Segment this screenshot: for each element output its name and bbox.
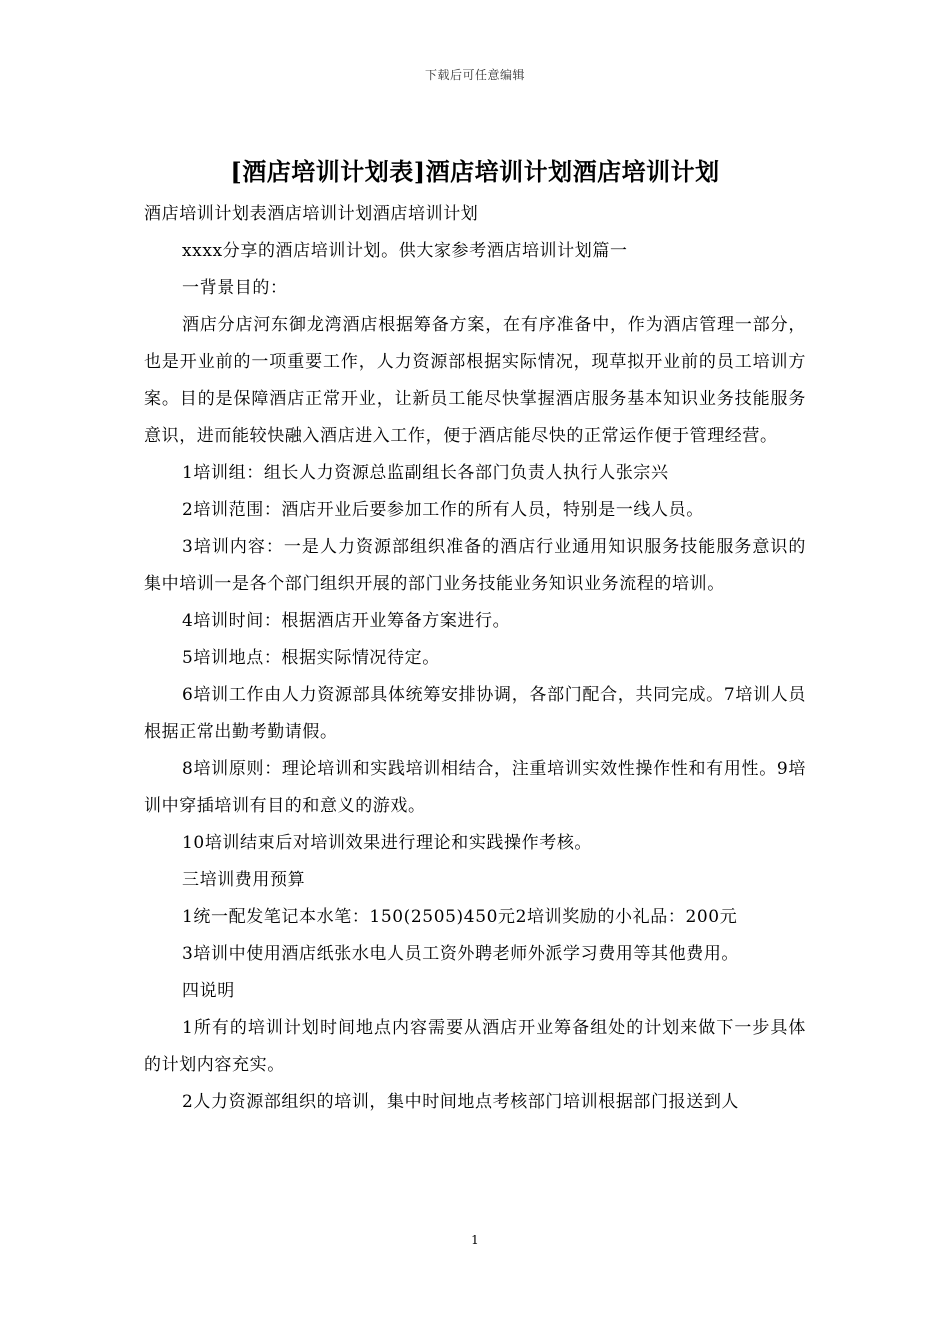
section-heading: 三培训费用预算 <box>182 870 306 890</box>
list-item: 1所有的培训计划时间地点内容需要从酒店开业筹备组处的计划来做下一步具体的计划内容充实。 <box>144 1018 806 1075</box>
document-body <box>144 196 806 1121</box>
list-item: 10培训结束后对培训效果进行理论和实践操作考核。 <box>182 833 593 853</box>
list-item: 3培训中使用酒店纸张水电人员工资外聘老师外派学习费用等其他费用。 <box>182 944 740 964</box>
paragraph: 酒店分店河东御龙湾酒店根据筹备方案，在有序准备中，作为酒店管理一部分，也是开业前的一项重要工作，人力资源部根据实际情况，现草拟开业前的员工培训方案。目的是保障酒店正常开业，让新员工能尽快掌握酒店服务基本知识业务技能服务意识，进而能较快融入酒店进入工作，便于酒店能尽快的正常运作便于管理经营。 <box>144 315 806 446</box>
list-item: 3培训内容：一是人力资源部组织准备的酒店行业通用知识服务技能服务意识的集中培训一是各个部门组织开展的部门业务技能业务知识业务流程的培训。 <box>144 537 806 594</box>
list-item: 2人力资源部组织的培训，集中时间地点考核部门培训根据部门报送到人 <box>182 1092 740 1112</box>
paragraph: 酒店培训计划表酒店培训计划酒店培训计划 <box>144 204 479 224</box>
document-title: [酒店培训计划表]酒店培训计划酒店培训计划 <box>230 157 720 186</box>
list-item: 4培训时间：根据酒店开业筹备方案进行。 <box>182 611 511 631</box>
paragraph: xxxx分享的酒店培训计划。供大家参考酒店培训计划篇一 <box>182 241 628 261</box>
list-item: 6培训工作由人力资源部具体统筹安排协调，各部门配合，共同完成。7培训人员根据正常出勤考勤请假。 <box>144 685 806 742</box>
page-number: 1 <box>471 1233 479 1247</box>
list-item: 5培训地点：根据实际情况待定。 <box>182 648 440 668</box>
list-item: 8培训原则：理论培训和实践培训相结合，注重培训实效性操作性和有用性。9培训中穿插培训有目的和意义的游戏。 <box>144 759 806 816</box>
list-item: 1培训组：组长人力资源总监副组长各部门负责人执行人张宗兴 <box>182 463 669 483</box>
list-item: 1统一配发笔记本水笔：150(2505)450元2培训奖励的小礼品：200元 <box>182 907 738 927</box>
header-note: 下载后可任意编辑 <box>424 68 525 82</box>
section-heading: 一背景目的： <box>182 278 288 298</box>
list-item: 2培训范围：酒店开业后要参加工作的所有人员，特别是一线人员。 <box>182 500 704 520</box>
section-heading: 四说明 <box>182 981 235 1001</box>
